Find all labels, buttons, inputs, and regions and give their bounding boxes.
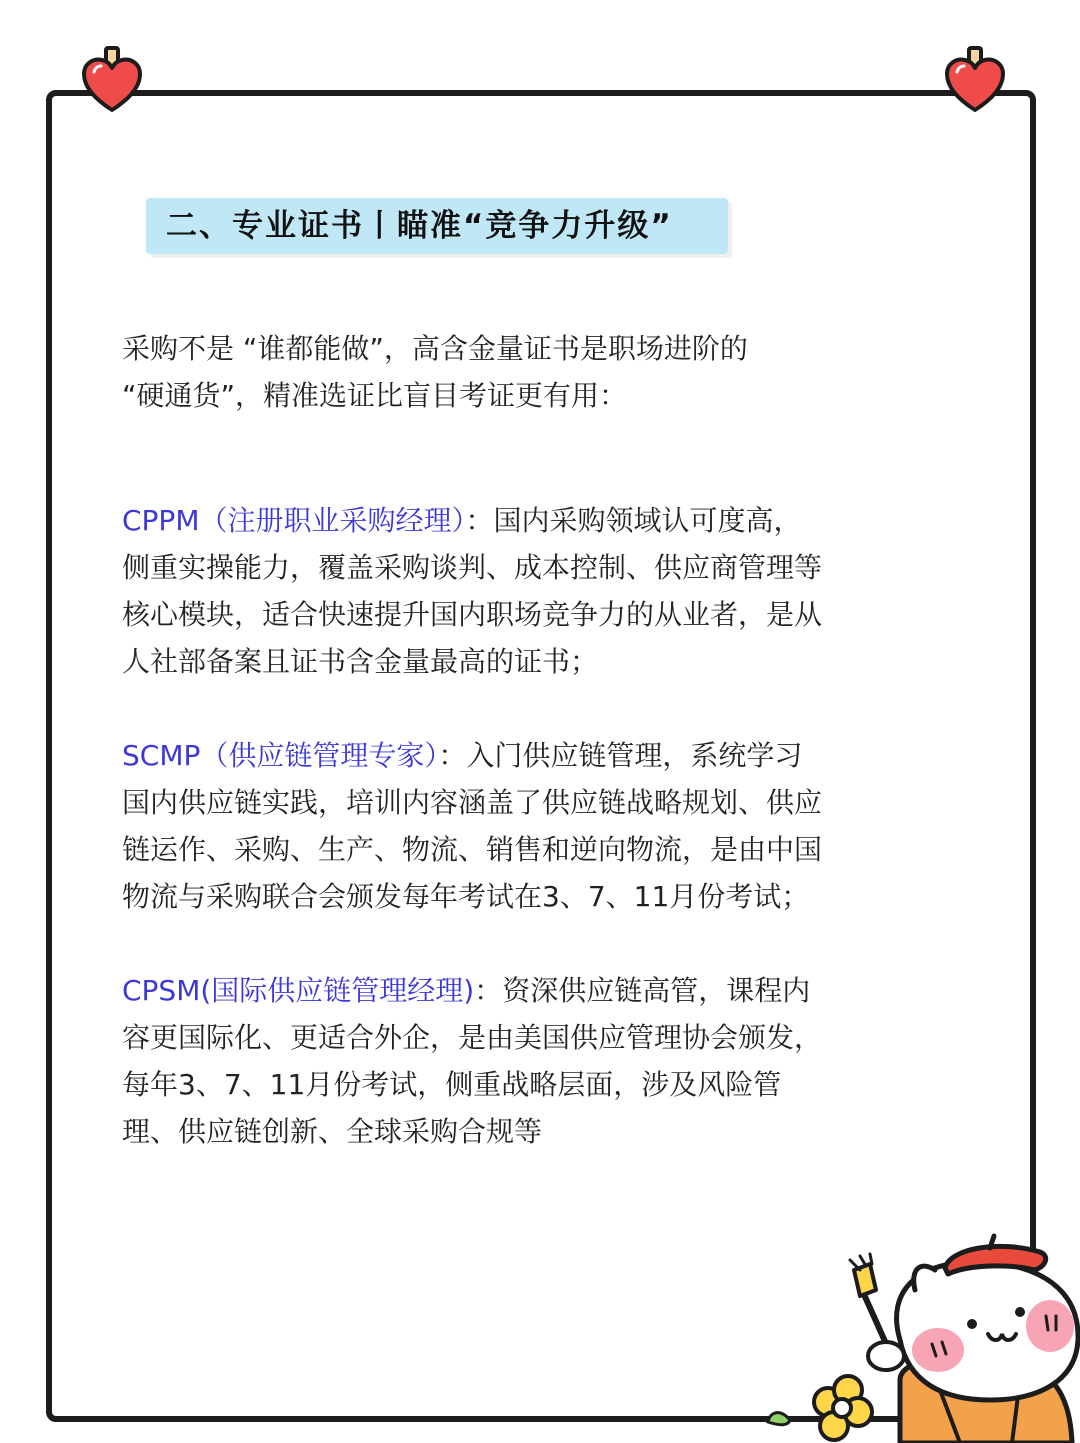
cppm-first-line (122, 497, 912, 544)
scmp-line: 链运作、采购、生产、物流、销售和逆向物流，是由中国 (122, 833, 823, 866)
scmp-first-line (122, 732, 912, 779)
cppm-line: 侧重实操能力，覆盖采购谈判、成本控制、供应商管理等 (122, 551, 823, 584)
cpsm-paragraph (122, 967, 912, 1155)
flower-icon (768, 1376, 872, 1440)
cat-painter-mascot (750, 1230, 1080, 1443)
intro-line: 采购不是 “谁都能做”，高含金量证书是职场进阶的 (122, 332, 748, 365)
cpsm-line: 每年3、7、11月份考试，侧重战略层面，涉及风险管 (122, 1068, 782, 1101)
scmp-paragraph (122, 732, 912, 920)
heart-pin-icon (80, 44, 144, 114)
paintbrush-icon (850, 1254, 888, 1348)
cpsm-line: 容更国际化、更适合外企，是由美国供应管理协会颁发， (122, 1021, 823, 1054)
cpsm-line-text: ：资深供应链高管，课程内 (474, 974, 811, 1007)
cppm-line: 人社部备案且证书含金量最高的证书； (122, 645, 599, 678)
intro-paragraph (122, 325, 912, 419)
cpsm-line: 理、供应链创新、全球采购合规等 (122, 1115, 543, 1148)
section-heading: 二、专业证书丨瞄准“竞争力升级” (166, 208, 673, 244)
scmp-line: 物流与采购联合会颁发每年考试在3、7、11月份考试； (122, 880, 810, 913)
cppm-line: 核心模块，适合快速提升国内职场竞争力的从业者，是从 (122, 598, 823, 631)
scmp-title: SCMP（供应链管理专家） (122, 739, 439, 772)
scmp-line-text: ：入门供应链管理，系统学习 (438, 739, 803, 772)
cppm-title: CPPM（注册职业采购经理） (122, 504, 466, 537)
cpsm-first-line (122, 967, 912, 1014)
cpsm-title: CPSM(国际供应链管理经理) (122, 974, 475, 1007)
heart-pin-icon (943, 44, 1007, 114)
cppm-paragraph (122, 497, 912, 685)
intro-line: “硬通货”，精准选证比盲目考证更有用： (122, 379, 628, 412)
cppm-line-text: ：国内采购领域认可度高， (465, 504, 802, 537)
scmp-line: 国内供应链实践，培训内容涵盖了供应链战略规划、供应 (122, 786, 823, 819)
